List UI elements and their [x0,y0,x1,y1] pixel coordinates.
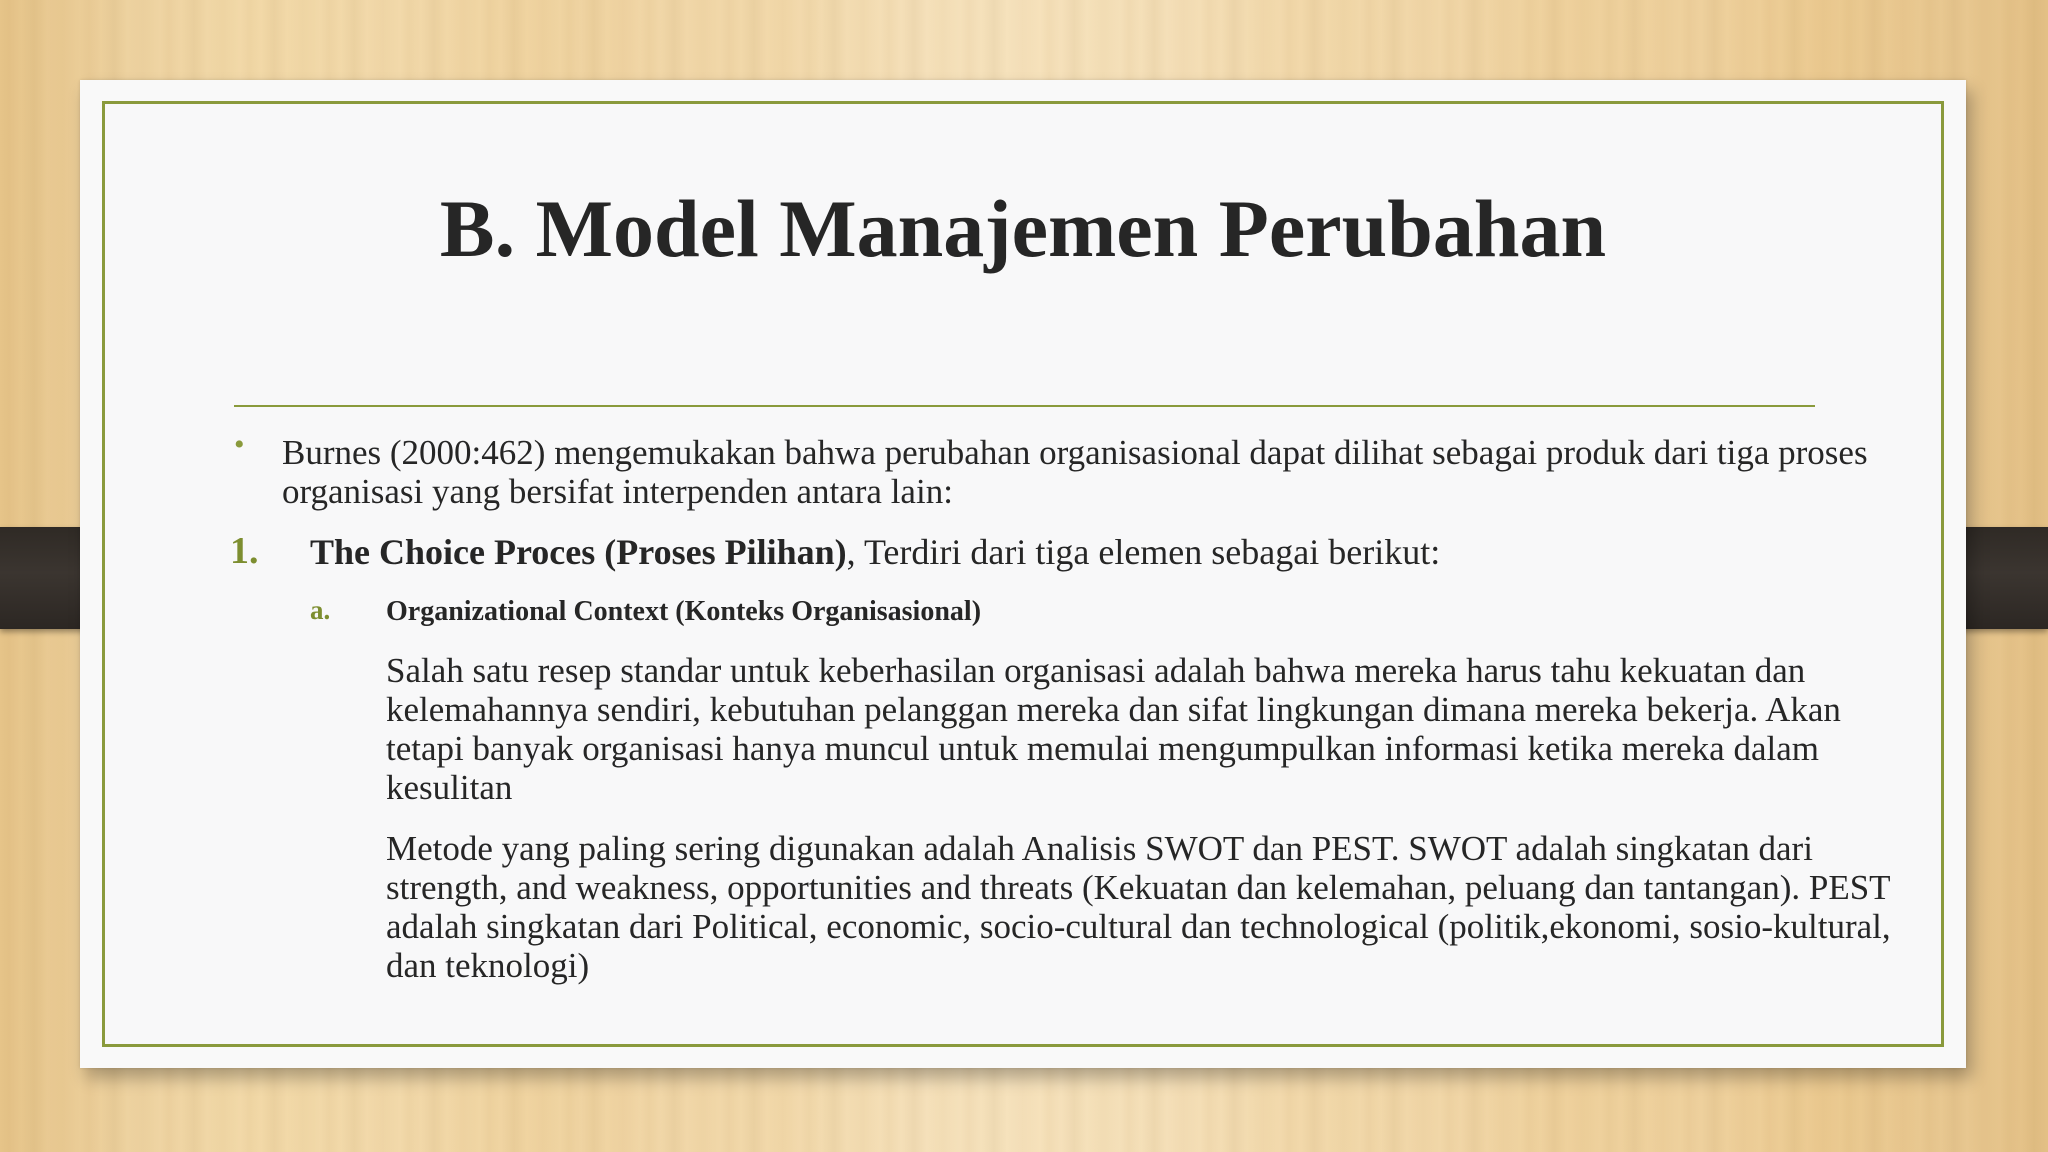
paragraph-1: Salah satu resep standar untuk keberhasilan organisasi adalah bahwa mereka harus tahu kekuatan dan kelemahannya sendiri, kebutuhan pelanggan mereka dan sifat lingkungan dimana mereka bekerja. Akan tetapi banyak organisasi hanya muncul untuk memulai mengumpulkan informasi ketika mereka dalam kesulitan [386,651,1841,807]
numbered-item-bold: The Choice Proces (Proses Pilihan) [310,532,847,572]
title-divider [234,405,1815,407]
numbered-item-rest: , Terdiri dari tiga elemen sebagai berikut: [846,532,1441,572]
numbered-item-text [310,532,1810,573]
numbered-marker: 1. [230,530,259,572]
sub-item-marker: a. [310,595,331,625]
slide-title: B. Model Manajemen Perubahan [439,183,1607,274]
paragraph-2: Metode yang paling sering digunakan adalah Analisis SWOT dan PEST. SWOT adalah singkatan dari strength, and weakness, opportunities and threats (Kekuatan dan kelemahan, peluang dan tantangan). PEST adalah singkatan dari Political, economic, socio-cultural dan technological (politik,ekonomi, sosio-kultural, dan teknologi) [386,829,1891,985]
slide-content [80,80,1966,1068]
sub-item-heading: Organizational Context (Konteks Organisasional) [386,596,982,627]
slide-card [80,80,1966,1068]
bullet-dot-icon: • [234,428,245,461]
bullet-text: Burnes (2000:462) mengemukakan bahwa perubahan organisasional dapat dilihat sebagai produk dari tiga proses organisasi yang bersifat interpenden antara lain: [282,433,1868,511]
